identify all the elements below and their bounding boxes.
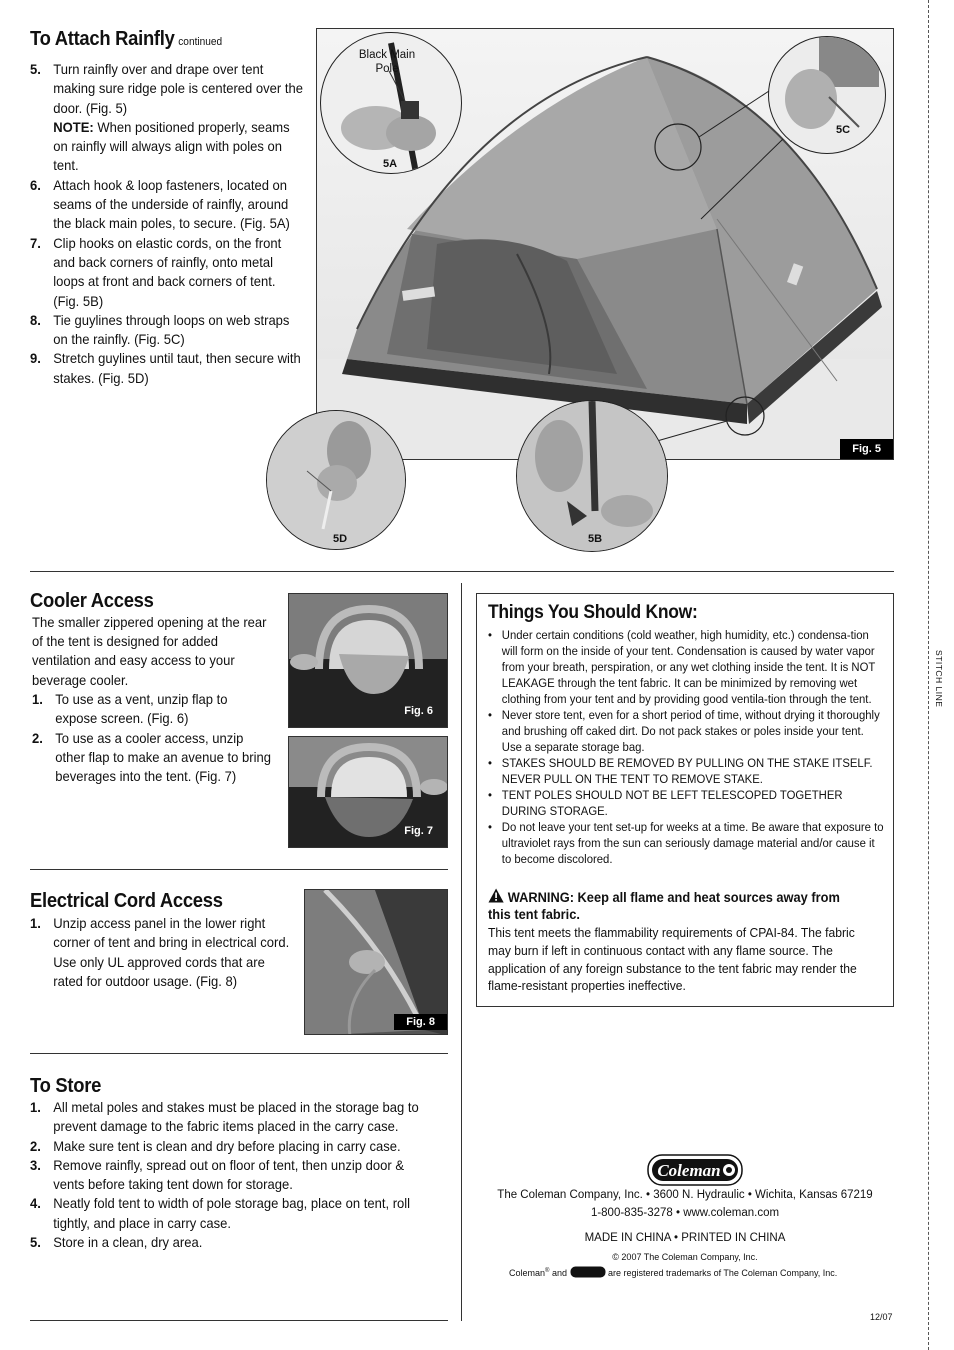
electrical-title: Electrical Cord Access [30,890,223,912]
fig-5-label: Fig. 5 [840,439,893,459]
coleman-logo-small-icon [570,1266,606,1278]
list-item: 5. Turn rainfly over and drape over tent making sure ridge pole is centered over the door. (Fig. 5) NOTE: When positioned properly, seams on rainfly will always align with poles on tent. [30,61,303,174]
figure-7-photo [288,736,448,848]
figure-6-photo [288,593,448,728]
section-divider [30,571,894,572]
list-item: 8. Tie guylines through loops on web straps on the rainfly. (Fig. 5C) [30,311,290,348]
figure-8-photo [304,889,448,1035]
warning-title: WARNING: Keep all flame and heat sources away from this tent fabric. [488,890,840,922]
cooler-title: Cooler Access [30,590,154,612]
list-item: 2. To use as a cooler access, unzip other flap to make an avenue to bring beverages into the tent. (Fig. 7) [32,729,271,785]
rainfly-steps [30,60,304,388]
cooler-intro: The smaller zippered opening at the rear of the tent is designed for added ventilation and easy access to your beverage cooler. [32,614,267,688]
section-divider [30,869,448,870]
list-item: 3. Remove rainfly, spread out on floor of tent, then unzip door & vents before taking tent down for storage. [30,1156,405,1193]
company-address: The Coleman Company, Inc. • 3600 N. Hydraulic • Wichita, Kansas 67219 [497,1189,873,1201]
inset-5c-label: 5C [836,124,851,136]
list-item: 1. Unzip access panel in the lower right corner of tent and bring in electrical cord. Use only UL approved cords that are rated for outdoor usage. (Fig. 8) [30,915,290,989]
list-item: 2. Make sure tent is clean and dry before placing in carry case. [30,1137,401,1154]
hand-clip-illustration [517,401,668,552]
section-divider [30,1320,448,1321]
warning-text: This tent meets the flammability requirements of CPAI-84. The fabric may burn if left in continuous contact with any flame source. The application of any foreign substance to the tent fabric may render the flame-resistant properties ineffective. [488,926,857,994]
cooler-steps [32,690,272,786]
inset-5b [516,400,668,552]
inset-5a-label: 5A [383,158,398,170]
section-divider [30,1053,448,1054]
list-item: • Do not leave your tent set-up for weeks at a time. Be aware that exposure to ultraviolet rays from the sun can seriously damage material and/or cause it to become discolored. [488,819,884,867]
list-item: 7. Clip hooks on elastic cords, on the front and back corners of rainfly, onto metal loops at front and back corners of tent. (Fig. 5B) [30,234,282,309]
list-item: 9. Stretch guylines until taut, then secure with stakes. (Fig. 5D) [30,350,301,386]
warning-icon [488,888,504,903]
made-in-label: MADE IN CHINA • PRINTED IN CHINA [584,1232,786,1244]
list-item: • TENT POLES SHOULD NOT BE LEFT TELESCOPED TOGETHER DURING STORAGE. [488,787,884,819]
stitch-line-label: STITCH LINE [934,650,944,708]
electrical-steps [30,914,290,991]
rainfly-heading [30,28,222,51]
date-code: 12/07 [870,1312,893,1322]
coleman-logo [647,1154,743,1186]
inset-5d-label: 5D [333,533,348,545]
stitch-line [928,0,929,1350]
inset-5d [266,410,406,550]
know-title: Things You Should Know: [488,602,698,623]
copyright: © 2007 The Coleman Company, Inc. [612,1252,758,1262]
list-item: 1. To use as a vent, unzip flap to expose screen. (Fig. 6) [32,691,228,727]
store-steps [30,1098,435,1252]
continued-label: continued [178,36,223,48]
list-item: 4. Neatly fold tent to width of pole storage bag, place on tent, roll tightly, and place in carry case. [30,1195,411,1231]
logo-text: Coleman [657,1161,721,1180]
list-item: 1. All metal poles and stakes must be placed in the storage bag to prevent damage to the fabric items placed in the carry case. [30,1099,419,1135]
fig-6-label: Fig. 6 [404,705,433,717]
know-bullets [488,627,884,867]
list-item: • Under certain conditions (cold weather, high humidity, etc.) condensa-tion will form on the inside of your tent. Condensation is caused by water vapor from your breath, perspiration, or any wet clothing inside the tent. It is NOT LEAKAGE through the tent fabric. It can be minimized by removing wet clothing from your tent and by providing good ventila-tion through the tent. [488,627,884,707]
inset-5b-label: 5B [588,533,603,545]
hand-guyline-illustration [769,37,886,154]
company-contact: 1-800-835-3278 • www.coleman.com [590,1207,780,1219]
coleman-logo-mark [647,1154,743,1186]
list-item: • Never store tent, even for a short period of time, without drying it thoroughly and brushing off caked dirt. Do not pack stakes or poles inside your tent. Use a separate storage bag. [488,707,884,755]
list-item: 5. Store in a clean, dry area. [30,1234,203,1251]
black-main-pole-label: Black Main Pole [358,49,416,75]
hand-stake-illustration [267,411,406,550]
list-item: • STAKES SHOULD BE REMOVED BY PULLING ON THE STAKE ITSELF. NEVER PULL ON THE TENT TO REMOVE STAKE. [488,755,884,787]
column-rule [461,583,462,1321]
fig-8-label: Fig. 8 [394,1014,447,1030]
fig-7-label: Fig. 7 [404,825,433,837]
store-title: To Store [30,1075,102,1097]
rainfly-title: To Attach Rainfly [30,28,175,50]
warning-heading [488,888,863,923]
list-item: 6. Attach hook & loop fasteners, located on seams of the underside of rainfly, around the black main poles, to secure. (Fig. 5A) [30,176,290,232]
trademark-line: Coleman® and are registered trademarks of The Coleman Company, Inc. [509,1268,838,1278]
inset-5c [768,36,886,154]
